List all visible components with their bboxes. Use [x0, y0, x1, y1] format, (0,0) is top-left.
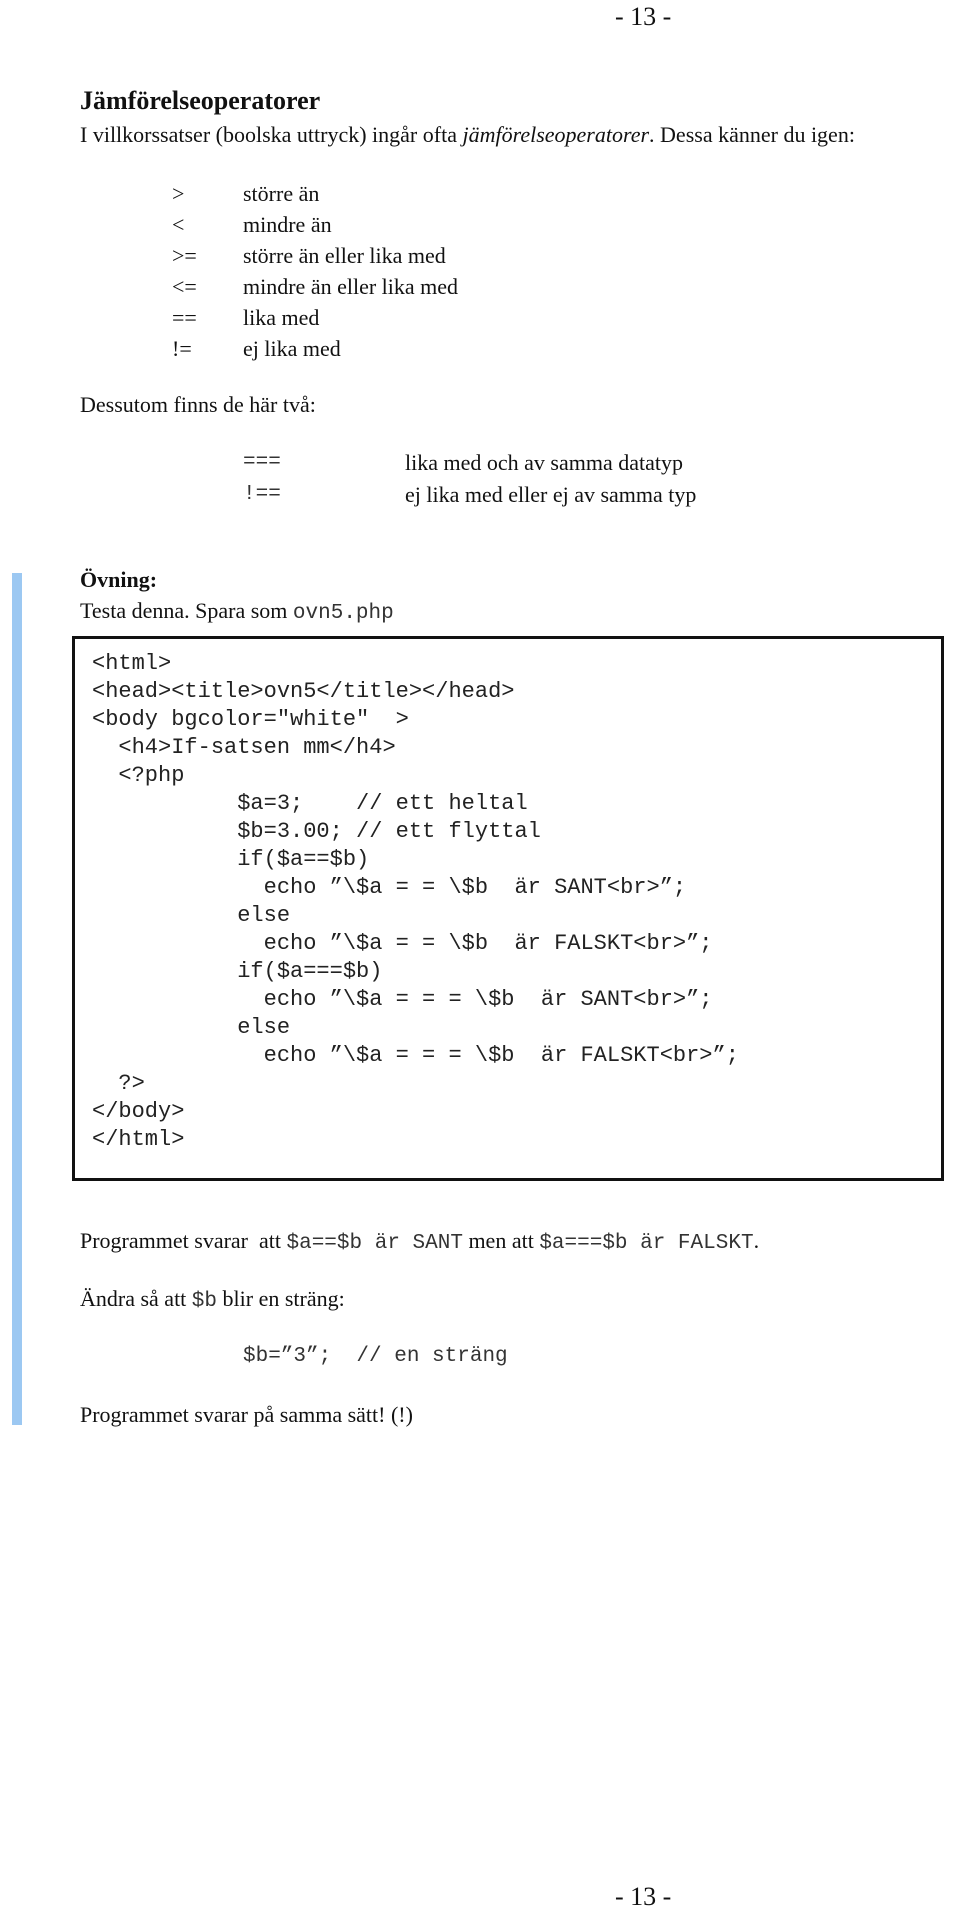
operator-symbol: ===: [243, 451, 281, 474]
code-line: else: [92, 903, 291, 928]
result-code-identical: $a===$b är FALSKT: [539, 1232, 754, 1255]
operator-description: ej lika med eller ej av samma typ: [405, 482, 697, 507]
code-line: echo ”\$a = = \$b är SANT<br>”;: [92, 875, 687, 900]
code-line: </html>: [92, 1127, 185, 1152]
page-number-top: - 13 -: [615, 2, 672, 31]
code-line: $b=3.00; // ett flyttal: [92, 819, 541, 844]
code-line: if($a===$b): [92, 959, 383, 984]
operator-description: större än: [243, 181, 320, 206]
result-text-mid: men att: [462, 1228, 540, 1253]
section-heading: Jämförelseoperatorer: [80, 86, 321, 115]
operator-symbol: !=: [172, 336, 192, 361]
exercise-side-bar: [12, 573, 22, 1425]
operator-description: lika med och av samma datatyp: [405, 450, 683, 475]
code-line: ?>: [92, 1071, 145, 1096]
operator-symbol: ==: [172, 305, 197, 330]
operator-description: större än eller lika med: [243, 243, 446, 268]
final-text: Programmet svarar på samma sätt! (!): [80, 1402, 413, 1427]
code-line: echo ”\$a = = \$b är FALSKT<br>”;: [92, 931, 713, 956]
result-code-equal: $a==$b är SANT: [286, 1232, 463, 1255]
code-line: <html>: [92, 651, 172, 676]
code-line: <h4>If-satsen mm</h4>: [92, 735, 396, 760]
operator-symbol: >: [172, 181, 185, 206]
code-line: <body bgcolor="white" >: [92, 707, 409, 732]
page-number-bottom: - 13 -: [615, 1882, 672, 1911]
result-paragraph: [80, 1230, 759, 1254]
result-text-end: .: [753, 1228, 760, 1253]
exercise-filename: ovn5.php: [292, 602, 394, 625]
intro-text-end: . Dessa känner du igen:: [649, 122, 855, 147]
code-line: $a=3; // ett heltal: [92, 791, 528, 816]
operator-symbol: >=: [172, 243, 197, 268]
intro-italic-term: jämförelseoperatorer: [462, 122, 650, 147]
change-paragraph: [80, 1288, 345, 1312]
change-code-var: $b: [191, 1290, 218, 1313]
code-line: <?php: [92, 763, 185, 788]
operator-description: ej lika med: [243, 336, 341, 361]
code-line: <head><title>ovn5</title></head>: [92, 679, 515, 704]
intro-paragraph: [80, 124, 855, 146]
code-line: else: [92, 1015, 291, 1040]
exercise-label: Övning:: [80, 567, 158, 592]
change-text: Ändra så att: [80, 1286, 192, 1311]
exercise-instruction-text: Testa denna. Spara som: [80, 598, 293, 623]
operator-description: mindre än eller lika med: [243, 274, 459, 299]
exercise-instruction: [80, 600, 394, 624]
code-line: if($a==$b): [92, 847, 370, 872]
operator-symbol: <=: [172, 274, 197, 299]
change-text-end: blir en sträng:: [217, 1286, 345, 1311]
operator-symbol: <: [172, 212, 185, 237]
operator-description: lika med: [243, 305, 320, 330]
also-text: Dessutom finns de här två:: [80, 392, 316, 417]
code-line: echo ”\$a = = = \$b är FALSKT<br>”;: [92, 1043, 739, 1068]
result-text: Programmet svarar att: [80, 1228, 287, 1253]
code-line: echo ”\$a = = = \$b är SANT<br>”;: [92, 987, 713, 1012]
change-code-line: $b=”3”; // en sträng: [243, 1345, 508, 1368]
code-line: </body>: [92, 1099, 185, 1124]
intro-text: I villkorssatser (boolska uttryck) ingår ofta: [80, 122, 463, 147]
operator-symbol: !==: [243, 483, 281, 506]
operator-description: mindre än: [243, 212, 332, 237]
